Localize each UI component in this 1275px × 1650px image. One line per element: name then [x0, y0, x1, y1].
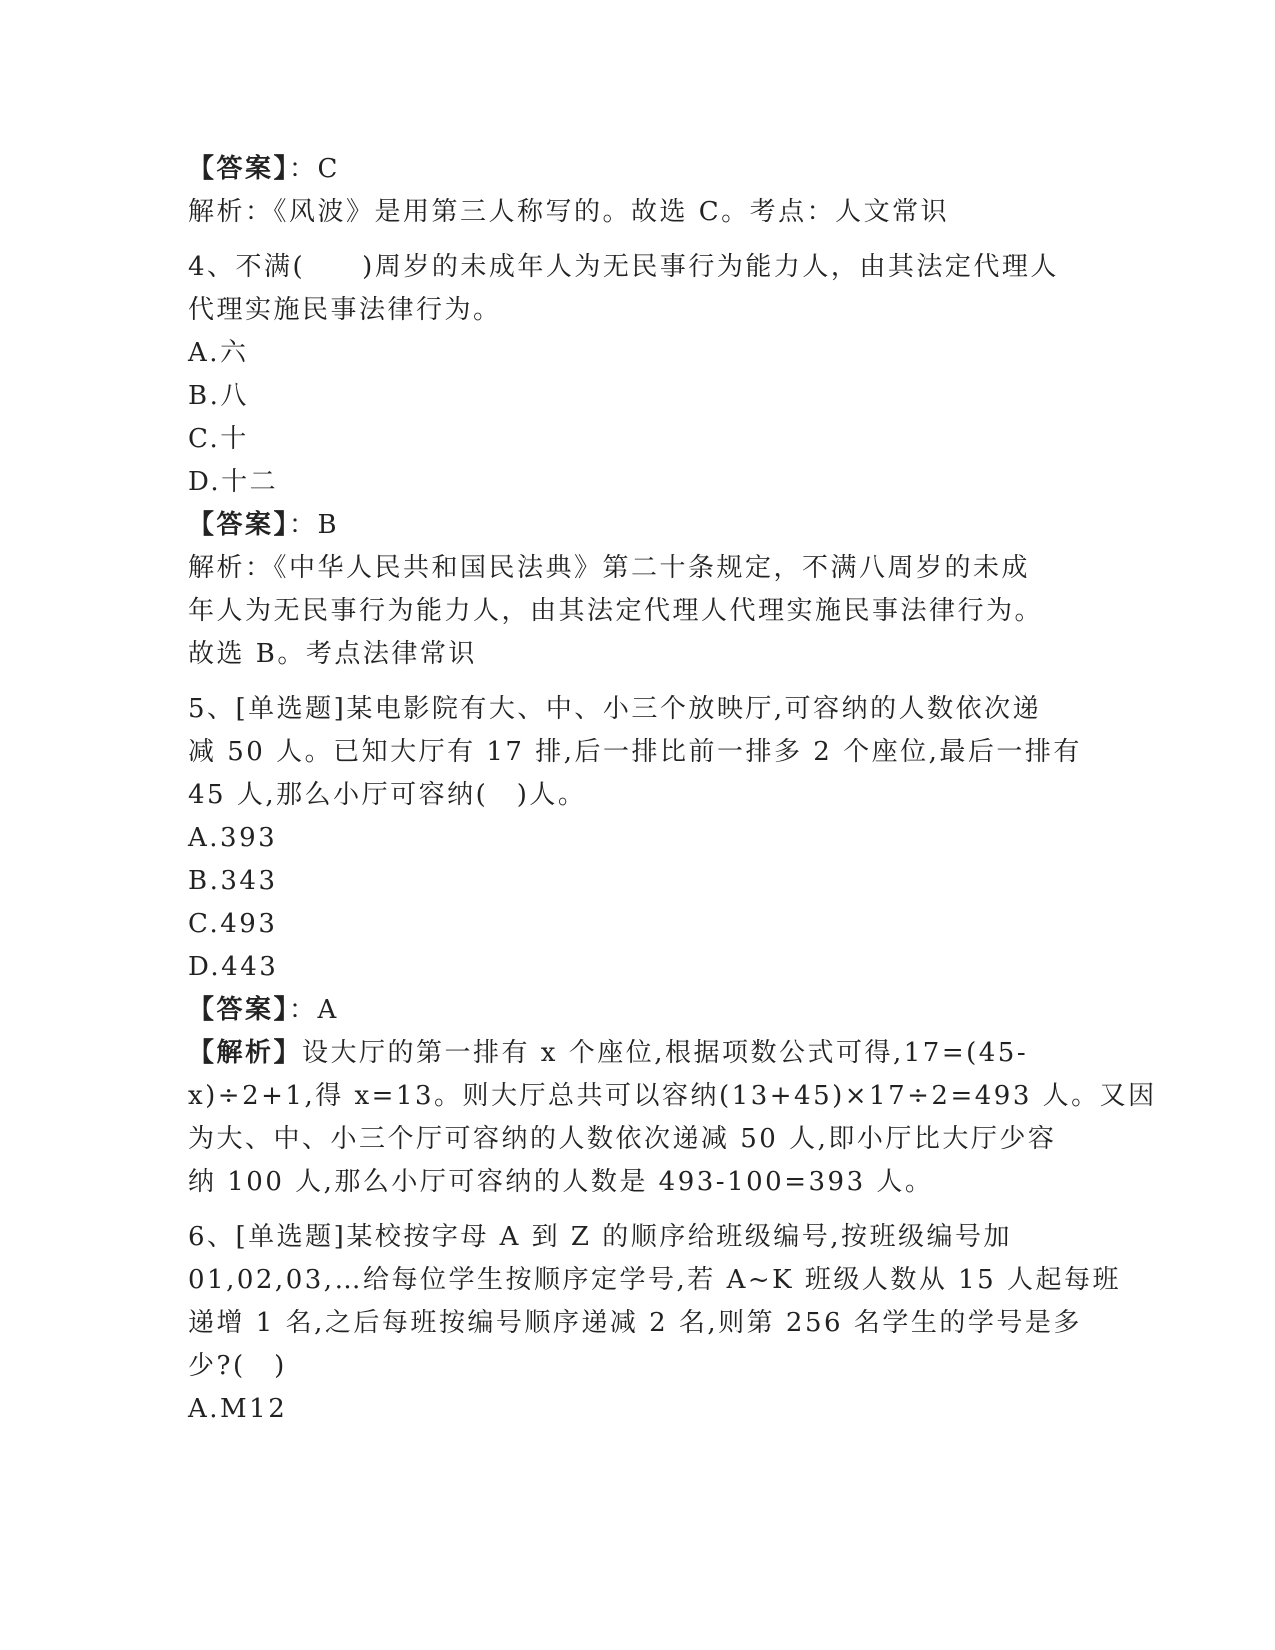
question-6: [188, 1216, 1121, 1431]
q3-answer: [188, 148, 1088, 191]
q5-analysis-line: x)÷2+1,得 x=13。则大厅总共可以容纳(13+45)×17÷2=493 人。又因: [188, 1081, 1157, 1111]
question-5: [188, 688, 1157, 1204]
analysis-label: 【解析】: [188, 1038, 303, 1068]
answer-value: A: [317, 995, 339, 1025]
answer-separator: ：: [289, 995, 318, 1025]
analysis-text: 设大厅的第一排有 x 个座位,根据项数公式可得,17=(45-: [302, 1038, 1029, 1068]
q4-option-d: D.十二: [188, 467, 279, 497]
document-page: [188, 148, 1157, 1431]
q6-stem-line: 01,02,03,…给每位学生按顺序定学号,若 A~K 班级人数从 15 人起每班: [188, 1265, 1121, 1295]
q4-analysis-line: 解析：《中华人民共和国民法典》第二十条规定，不满八周岁的未成: [188, 553, 1031, 583]
q5-analysis-line: 纳 100 人,那么小厅可容纳的人数是 493-100=393 人。: [188, 1167, 934, 1197]
q5-option-c: C.493: [188, 909, 278, 939]
q6-stem-line: 少?( ): [188, 1351, 287, 1381]
answer-separator: ：: [289, 510, 318, 540]
q6-stem-line: 递增 1 名,之后每班按编号顺序递减 2 名,则第 256 名学生的学号是多: [188, 1308, 1082, 1338]
answer-separator: ：: [289, 154, 318, 184]
q3-analysis: 解析：《风波》是用第三人称写的。故选 C。考点：人文常识: [188, 197, 950, 227]
q4-stem-line: 代理实施民事法律行为。: [188, 295, 502, 325]
answer-value: C: [317, 154, 340, 184]
q5-option-a: A.393: [188, 823, 278, 853]
q6-option-a: A.M12: [188, 1394, 288, 1424]
q4-option-c: C.十: [188, 424, 249, 454]
answer-value: B: [317, 510, 340, 540]
q5-stem-line: 减 50 人。已知大厅有 17 排,后一排比前一排多 2 个座位,最后一排有: [188, 737, 1082, 767]
q4-option-a: A.六: [188, 338, 249, 368]
q5-analysis-first-line: [188, 1032, 1088, 1075]
q4-answer: [188, 504, 1088, 547]
answer-label: 【答案】: [188, 510, 290, 540]
q5-option-d: D.443: [188, 952, 279, 982]
q5-stem-line: 45 人,那么小厅可容纳( )人。: [188, 780, 587, 810]
q4-option-b: B.八: [188, 381, 249, 411]
answer-label: 【答案】: [188, 154, 290, 184]
q5-answer: [188, 989, 1088, 1032]
q4-analysis-line: 故选 B。考点法律常识: [188, 639, 477, 669]
q5-option-b: B.343: [188, 866, 278, 896]
answer-label: 【答案】: [188, 995, 290, 1025]
q5-analysis-line: 为大、中、小三个厅可容纳的人数依次递减 50 人,即小厅比大厅少容: [188, 1124, 1057, 1154]
q4-analysis-line: 年人为无民事行为能力人，由其法定代理人代理实施民事法律行为。: [188, 596, 1044, 626]
question-4: [188, 246, 1088, 676]
q5-stem-line: 5、[单选题]某电影院有大、中、小三个放映厅,可容纳的人数依次递: [188, 694, 1042, 724]
q6-stem-line: 6、[单选题]某校按字母 A 到 Z 的顺序给班级编号,按班级编号加: [188, 1222, 1012, 1252]
q4-stem-line: 4、不满( )周岁的未成年人为无民事行为能力人，由其法定代理人: [188, 252, 1059, 282]
